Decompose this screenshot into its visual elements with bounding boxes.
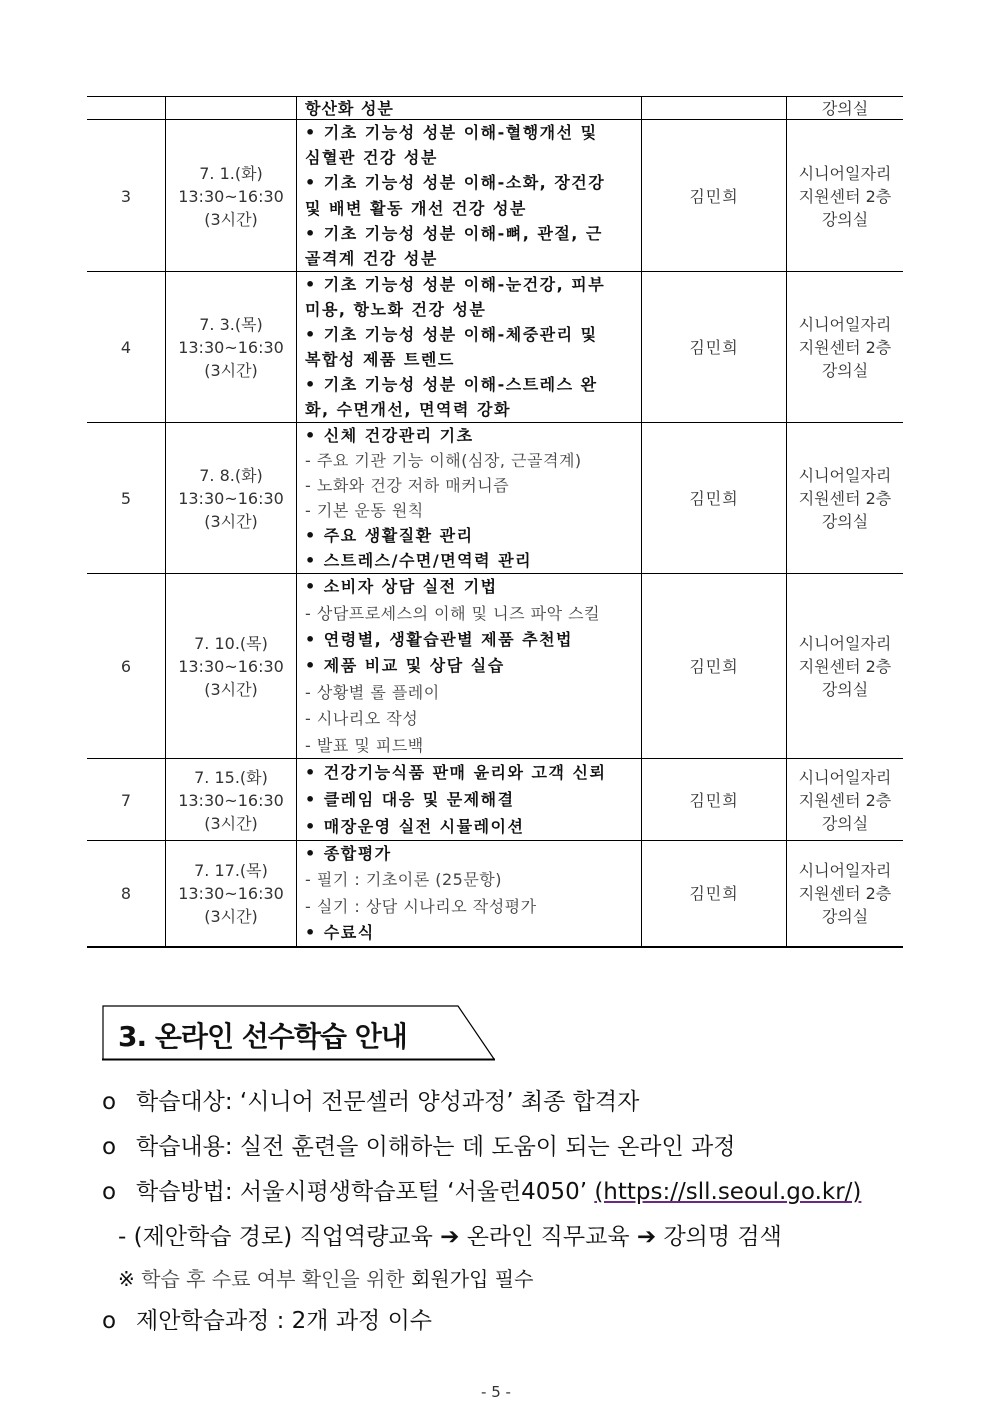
place-cell: 시니어일자리 지원센터 2층 강의실: [798, 466, 892, 531]
content-line: • 신체 건강관리 기초: [305, 425, 474, 445]
schedule-cell: 7. 17.(목) 13:30~16:30 (3시간): [165, 841, 296, 946]
instructor-cell: 김민희: [642, 759, 787, 841]
schedule-cell: 7. 10.(목) 13:30~16:30 (3시간): [165, 574, 296, 759]
portal-link[interactable]: (https://sll.seoul.go.kr/): [594, 1179, 862, 1205]
table-row: [87, 271, 903, 423]
content-line: - 노화와 건강 저하 매커니즘: [305, 475, 510, 495]
content-line: - 발표 및 피드백: [305, 735, 424, 755]
content-line: • 기초 기능성 성분 이해-체중관리 및: [305, 324, 598, 344]
session-number: 8: [120, 884, 132, 903]
content-cell: [296, 423, 642, 574]
content-line: - 실기 : 상담 시나리오 작성평가: [305, 896, 537, 916]
content-cell: [296, 759, 642, 841]
content-line: - 상담프로세스의 이해 및 니즈 파악 스킬: [305, 603, 601, 623]
table-row: [87, 840, 903, 948]
content-cell: [296, 841, 642, 946]
courses-item: o 제안학습과정 : 2개 과정 이수: [102, 1308, 433, 1334]
content-line: • 수료식: [305, 922, 375, 942]
place-cell: 시니어일자리 지원센터 2층 강의실: [798, 861, 892, 926]
instructor-cell: 김민희: [642, 272, 787, 423]
method-item: o 학습방법: 서울시평생학습포털 ‘서울런4050’ (https://sll.seoul.go.kr/): [102, 1179, 862, 1205]
content-line: - 기본 운동 원칙: [305, 501, 424, 521]
note: ※ 학습 후 수료 여부 확인을 위한 회원가입 필수: [118, 1267, 534, 1291]
content-line: • 클레임 대응 및 문제해결: [305, 789, 515, 809]
table-row: [87, 573, 903, 759]
instructor-cell: 김민희: [642, 841, 787, 946]
content-line: - 주요 기관 기능 이해(심장, 근골격계): [305, 450, 582, 470]
content-line: • 매장운영 실전 시뮬레이션: [305, 817, 525, 837]
table-row: [87, 422, 903, 574]
content-line: 미용, 항노화 건강 성분: [305, 299, 487, 319]
schedule-cell: 7. 15.(화) 13:30~16:30 (3시간): [165, 759, 296, 841]
content-line: • 제품 비교 및 상담 실습: [305, 656, 505, 676]
session-number: 4: [120, 338, 132, 357]
content-line: 및 배변 활동 개선 건강 성분: [305, 198, 527, 218]
content-line: - 상황별 롤 플레이: [305, 682, 440, 702]
content-line: - 필기 : 기초이론 (25문항): [305, 870, 502, 890]
page-number: - 5 -: [481, 1383, 511, 1401]
content-line: 항산화 성분: [305, 99, 394, 118]
arrow-icon: ➔: [636, 1224, 657, 1250]
session-number: 5: [120, 489, 132, 508]
content-line: - 시나리오 작성: [305, 709, 419, 729]
content-line: • 주요 생활질환 관리: [305, 526, 474, 546]
place-cell: 강의실: [821, 99, 869, 118]
target-item: o 학습대상: ‘시니어 전문셀러 양성과정’ 최종 합격자: [102, 1089, 640, 1115]
content-line: • 기초 기능성 성분 이해-눈건강, 피부: [305, 274, 606, 294]
place-cell: 시니어일자리 지원센터 2층 강의실: [798, 634, 892, 699]
content-line: 복합성 제품 트렌드: [305, 350, 455, 370]
content-line: • 건강기능식품 판매 윤리와 고객 신뢰: [305, 762, 607, 782]
instructor-cell: 김민희: [642, 120, 787, 272]
table-row: [87, 119, 903, 272]
content-item: o 학습내용: 실전 훈련을 이해하는 데 도움이 되는 온라인 과정: [102, 1134, 736, 1160]
place-cell: 시니어일자리 지원센터 2층 강의실: [798, 163, 892, 229]
content-line: • 기초 기능성 성분 이해-스트레스 완: [305, 375, 598, 395]
instructor-cell: 김민희: [642, 423, 787, 574]
table-row-continued: [87, 96, 903, 120]
schedule-cell: 7. 1.(화) 13:30~16:30 (3시간): [165, 120, 296, 272]
content-line: 골격계 건강 성분: [305, 249, 438, 269]
reference-mark-icon: ※: [118, 1267, 135, 1291]
instructor-cell: 김민희: [642, 574, 787, 759]
content-line: • 기초 기능성 성분 이해-뼈, 관절, 근: [305, 223, 603, 243]
section-heading: [102, 1005, 494, 1060]
session-number: 7: [120, 790, 132, 810]
session-number: 3: [120, 186, 132, 206]
content-line: • 기초 기능성 성분 이해-혈행개선 및: [305, 122, 598, 142]
place-cell: 시니어일자리 지원센터 2층 강의실: [798, 315, 892, 380]
content-line: 화, 수면개선, 면역력 강화: [305, 400, 511, 420]
content-line: • 기초 기능성 성분 이해-소화, 장건강: [305, 173, 606, 193]
content-line: • 소비자 상담 실전 기법: [305, 577, 498, 597]
content-cell: [296, 574, 642, 759]
schedule-cell: 7. 3.(목) 13:30~16:30 (3시간): [165, 272, 296, 423]
content-line: • 연령별, 생활습관별 제품 추천법: [305, 630, 574, 650]
content-line: • 스트레스/수면/면역력 관리: [305, 551, 533, 571]
content-cell: [296, 120, 642, 272]
content-line: • 종합평가: [305, 844, 392, 864]
place-cell: 시니어일자리 지원센터 2층 강의실: [798, 767, 892, 833]
table-row: [87, 758, 903, 841]
content-line: 심혈관 건강 성분: [305, 147, 438, 167]
arrow-icon: ➔: [440, 1224, 460, 1250]
session-number: 6: [120, 657, 132, 676]
section-title: 3. 온라인 선수학습 안내: [118, 1020, 407, 1053]
learning-path: - (제안학습 경로) 직업역량교육 ➔ 온라인 직무교육 ➔ 강의명 검색: [118, 1224, 782, 1250]
schedule-cell: 7. 8.(화) 13:30~16:30 (3시간): [165, 423, 296, 574]
content-cell: [296, 272, 642, 423]
